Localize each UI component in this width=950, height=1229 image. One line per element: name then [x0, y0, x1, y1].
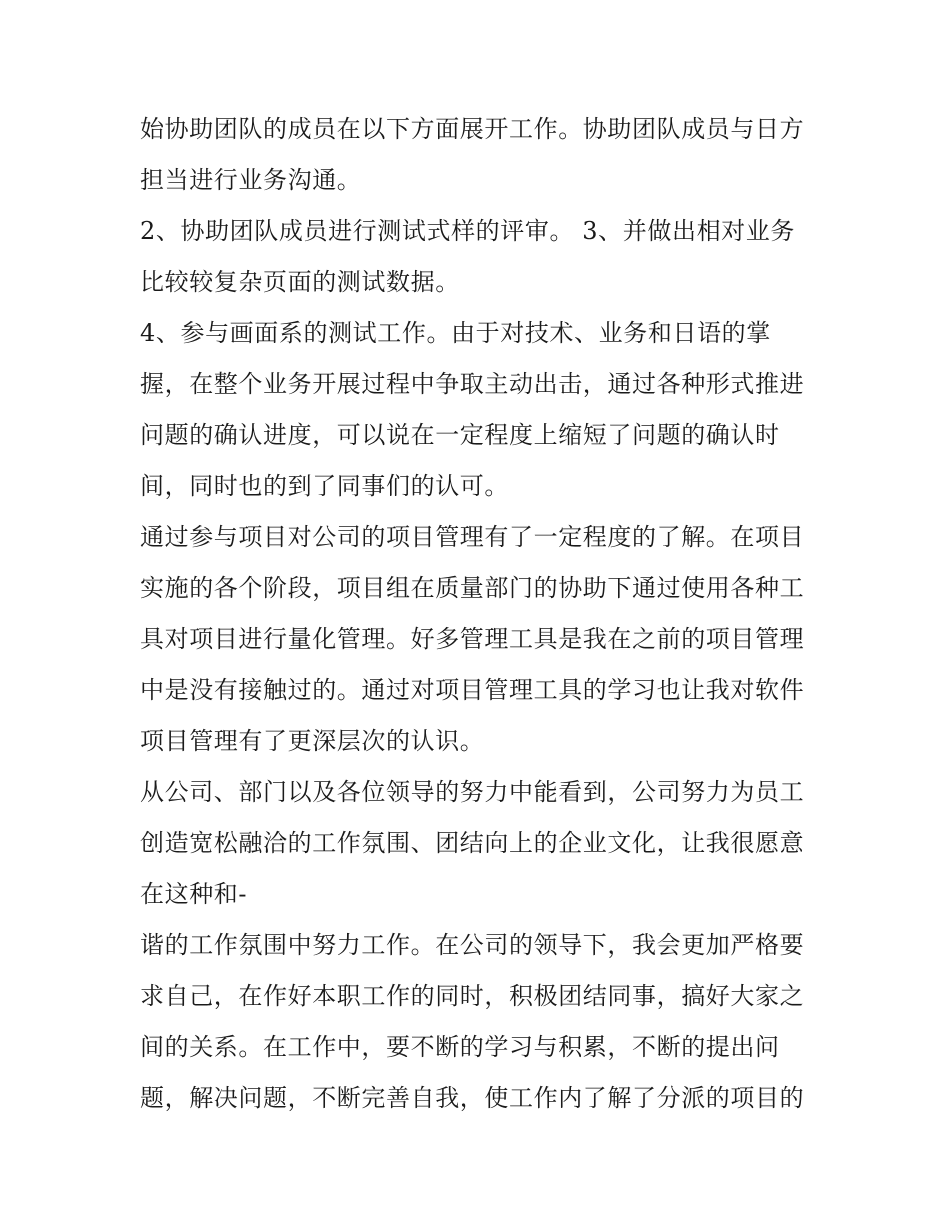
text-line: 题，解决问题，不断完善自我，使工作内了解了分派的项目的 [140, 1084, 805, 1112]
text-line: 实施的各个阶段，项目组在质量部门的协助下通过使用各种工 [140, 574, 805, 602]
text-line: 问题的确认进度，可以说在一定程度上缩短了问题的确认时 [140, 421, 780, 449]
text-line: 间，同时也的到了同事们的认可。 [140, 472, 509, 500]
text-line: 项目管理有了更深层次的认识。 [140, 727, 485, 755]
text-line: 求自己，在作好本职工作的同时，积极团结同事，搞好大家之 [140, 982, 805, 1010]
text-line: 在这种和- [140, 880, 248, 908]
text-line: 谐的工作氛围中努力工作。在公司的领导下，我会更加严格要 [140, 931, 805, 959]
document-body [140, 104, 820, 1124]
text-line: 担当进行业务沟通。 [140, 166, 362, 194]
text-line: 比较较复杂页面的测试数据。 [140, 268, 460, 296]
text-line: 具对项目进行量化管理。好多管理工具是我在之前的项目管理 [140, 625, 805, 653]
text-line: 握，在整个业务开展过程中争取主动出击，通过各种形式推进 [140, 370, 805, 398]
text-line: 4、参与画面系的测试工作。由于对技术、业务和日语的掌 [140, 319, 771, 347]
text-line: 始协助团队的成员在以下方面展开工作。协助团队成员与日方 [140, 115, 805, 143]
text-line: 间的关系。在工作中，要不断的学习与积累，不断的提出问 [140, 1033, 780, 1061]
text-line: 中是没有接触过的。通过对项目管理工具的学习也让我对软件 [140, 676, 805, 704]
text-line: 2、协助团队成员进行测试式样的评审。 3、并做出相对业务 [140, 217, 795, 245]
text-line: 通过参与项目对公司的项目管理有了一定程度的了解。在项目 [140, 523, 805, 551]
text-line: 从公司、部门以及各位领导的努力中能看到，公司努力为员工 [140, 778, 805, 806]
text-line: 创造宽松融洽的工作氛围、团结向上的企业文化，让我很愿意 [140, 829, 805, 857]
